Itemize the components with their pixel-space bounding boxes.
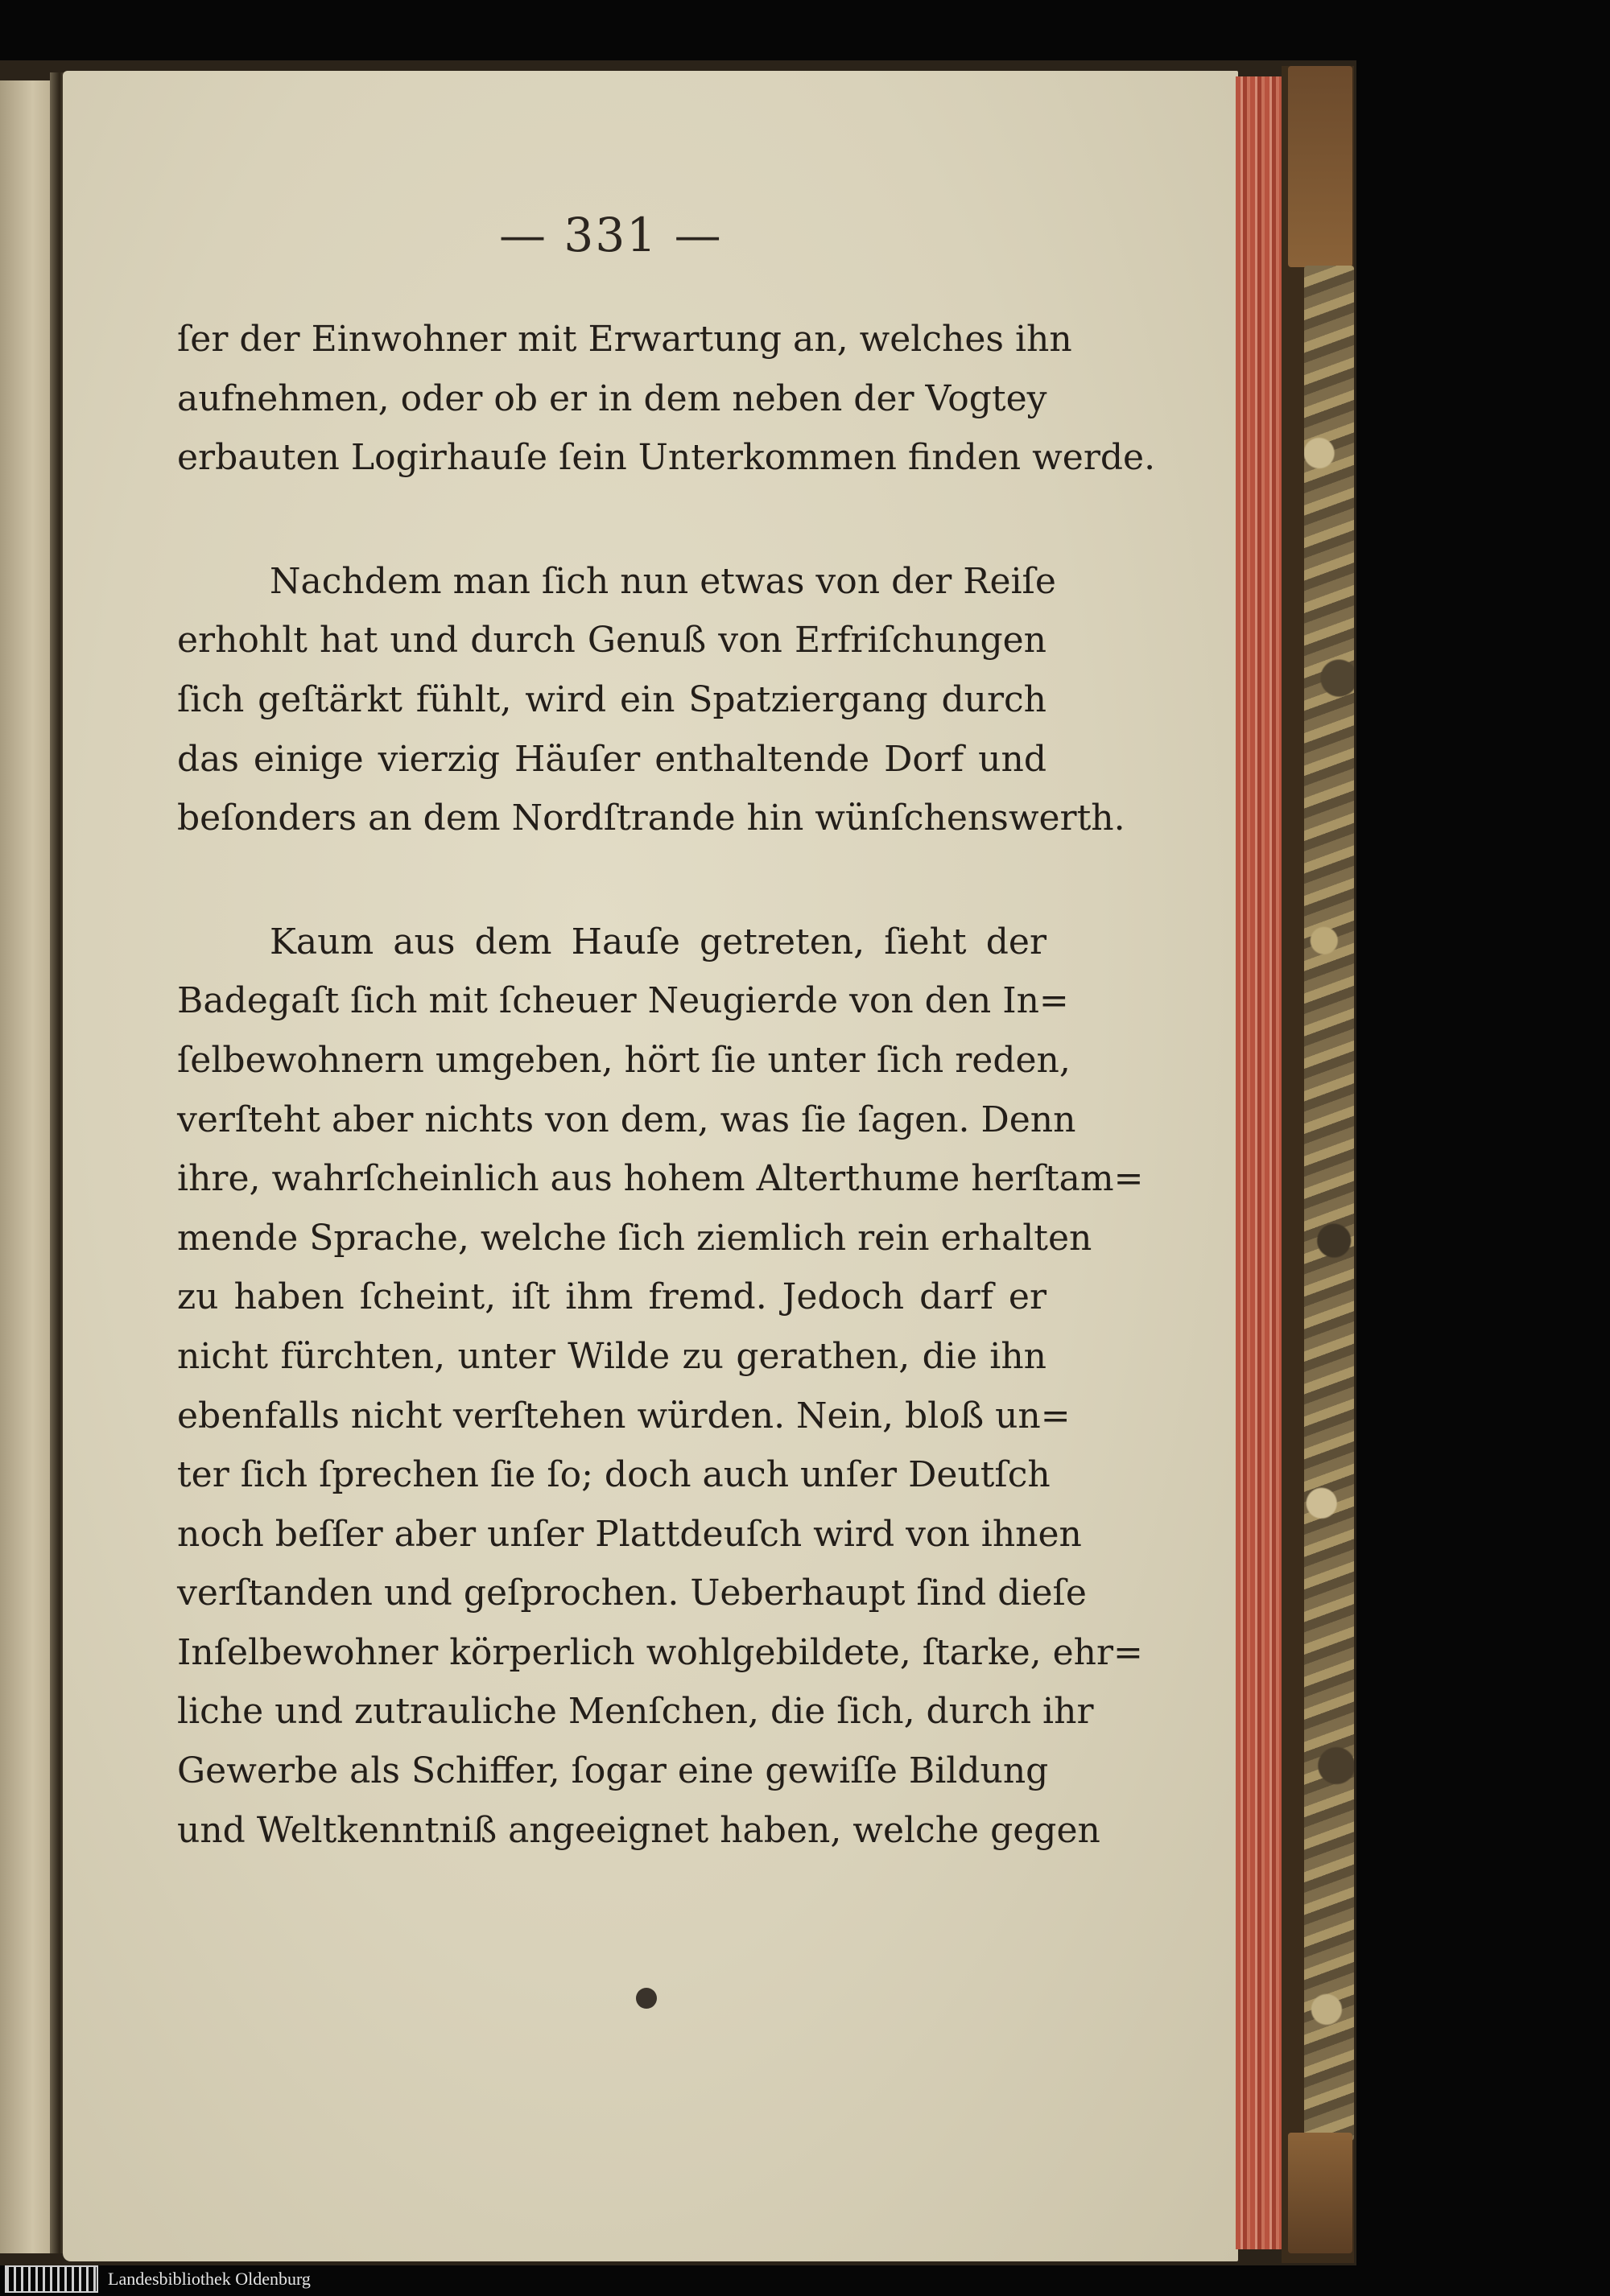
red-page-edges	[1236, 76, 1284, 2249]
leather-corner-top	[1288, 66, 1352, 267]
text-line: beſonders an dem Nordſtrande hin wünſchenswerth.	[177, 798, 1125, 839]
paragraph-gap	[177, 848, 1046, 913]
paragraph-gap	[177, 488, 1046, 552]
text-line: ſich geſtärkt fühlt, wird ein Spatziergang durch	[177, 678, 1046, 720]
page-text	[177, 310, 1156, 1860]
library-logo-icon	[5, 2265, 98, 2293]
leather-corner-bottom	[1288, 2133, 1352, 2253]
text-line: aufnehmen, oder ob er in dem neben der Vogtey	[177, 377, 1047, 419]
page-number: — 331 —	[499, 208, 723, 262]
text-line: Kaum aus dem Hauſe getreten, ſieht der	[270, 921, 1046, 963]
text-line: ſelbewohnern umgeben, hört ſie unter ſich reden,	[177, 1039, 1071, 1081]
text-line: erhohlt hat und durch Genuß von Erfriſchungen	[177, 620, 1046, 662]
text-line: das einige vierzig Häuſer enthaltende Dorf und	[177, 738, 1046, 780]
left-page-edge	[0, 80, 55, 2253]
text-line: ſer der Einwohner mit Erwartung an, welches ihn	[177, 319, 1072, 360]
text-line: Inſelbewohner körperlich wohlgebildete, ſtarke, ehr=	[177, 1631, 1143, 1673]
text-line: liche und zutrauliche Menſchen, die ſich, durch ihr	[177, 1691, 1094, 1733]
text-line: Badegaſt ſich mit ſcheuer Neugierde von den In=	[177, 980, 1069, 1022]
text-line: verſteht aber nichts von dem, was ſie ſagen. Denn	[177, 1099, 1076, 1140]
text-line: erbauten Logirhauſe ſein Unterkommen finden werde.	[177, 437, 1156, 479]
text-line: und Weltkenntniß angeeignet haben, welche gegen	[177, 1809, 1100, 1851]
text-line: mende Sprache, welche ſich ziemlich rein erhalten	[177, 1217, 1092, 1259]
text-line: Gewerbe als Schiffer, ſogar eine gewiſſe Bildung	[177, 1750, 1049, 1792]
text-line: ebenfalls nicht verſtehen würden. Nein, bloß un=	[177, 1395, 1071, 1437]
text-line: noch beſſer aber unſer Plattdeuſch wird von ihnen	[177, 1513, 1082, 1555]
text-line: ihre, wahrſcheinlich aus hohem Alterthume herſtam=	[177, 1158, 1144, 1200]
text-line: zu haben ſcheint, iſt ihm fremd. Jedoch darf er	[177, 1276, 1046, 1318]
library-label: Landesbibliothek Oldenburg	[108, 2269, 311, 2289]
ink-spot	[636, 1988, 657, 2009]
text-line: ter ſich ſprechen ſie ſo; doch auch unſer Deutſch	[177, 1454, 1051, 1496]
marbled-cover	[1304, 266, 1354, 2141]
text-line: nicht fürchten, unter Wilde zu gerathen, die ihn	[177, 1335, 1046, 1377]
text-line: Nachdem man ſich nun etwas von der Reiſe	[270, 560, 1056, 602]
text-line: verſtanden und geſprochen. Ueberhaupt ſind dieſe	[177, 1573, 1087, 1614]
